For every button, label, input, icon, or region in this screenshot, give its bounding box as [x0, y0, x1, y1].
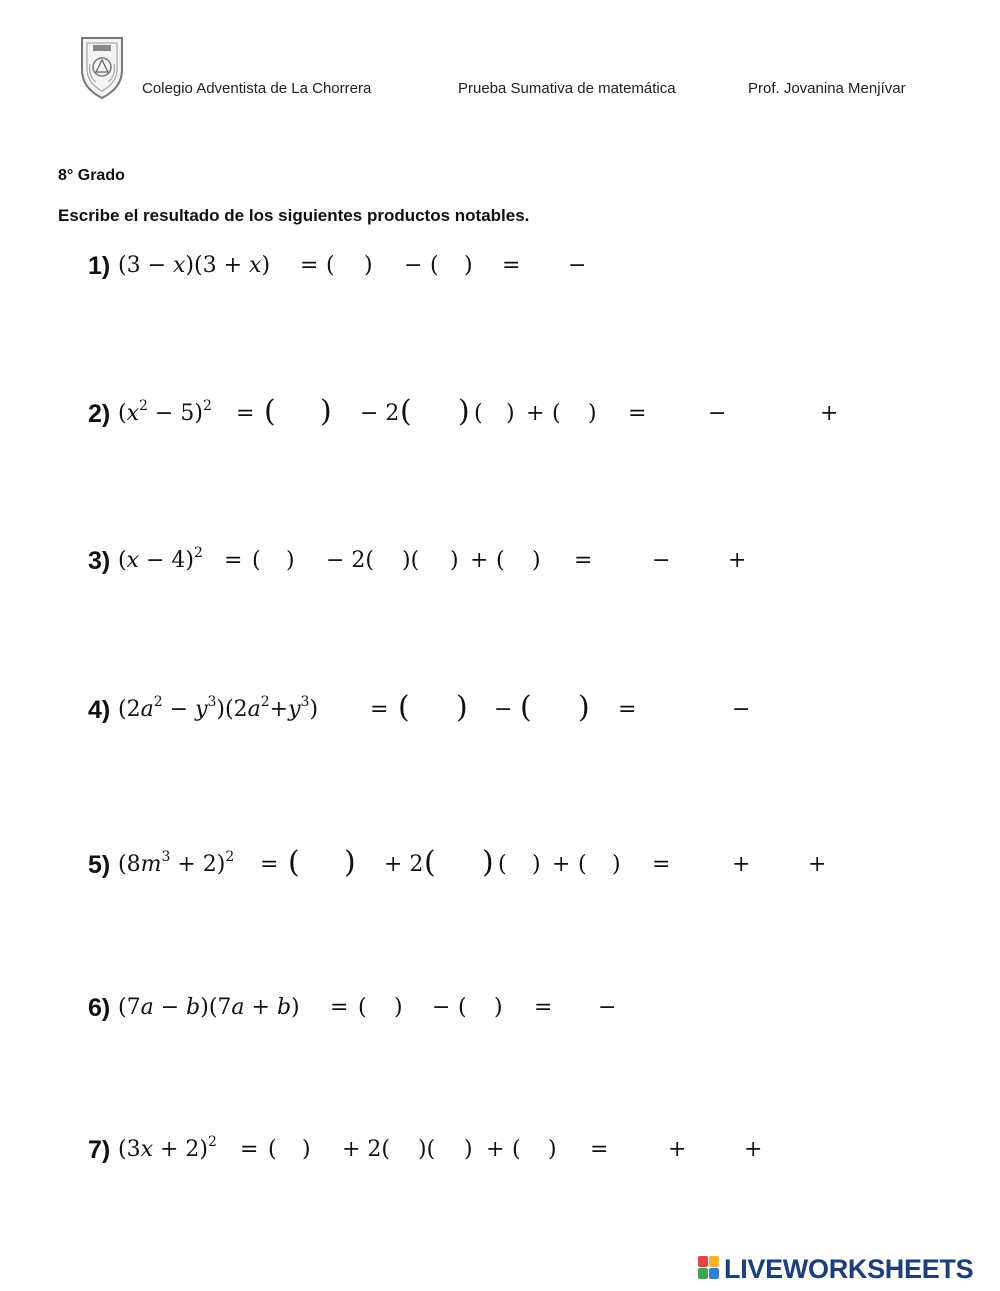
- answer-paren: ): [456, 690, 468, 725]
- minus-two: − 2: [360, 401, 400, 426]
- equals-sign: =: [502, 253, 521, 278]
- minus-sign: −: [404, 253, 423, 278]
- problem-number: 4): [88, 696, 111, 724]
- answer-paren: ): [344, 845, 356, 880]
- plus-sign: +: [728, 548, 747, 573]
- answer-paren: ): [458, 394, 470, 429]
- answer-paren: (: [430, 253, 439, 278]
- minus-sign: −: [708, 401, 727, 426]
- minus-two: − 2(: [326, 548, 375, 573]
- answer-paren: (: [288, 845, 300, 880]
- answer-paren: ): [494, 995, 503, 1020]
- minus-sign: −: [494, 697, 513, 722]
- equals-sign: =: [628, 401, 647, 426]
- minus-sign: −: [432, 995, 451, 1020]
- plus-sign: +: [820, 401, 839, 426]
- answer-paren: ): [364, 253, 373, 278]
- answer-paren: ): [578, 690, 590, 725]
- equals-sign: =: [300, 253, 319, 278]
- equals-sign: =: [534, 995, 553, 1020]
- problem-number: 7): [88, 1136, 111, 1164]
- plus-sign: +: [486, 1137, 505, 1162]
- problem-number: 1): [88, 252, 111, 280]
- test-title: Prueba Sumativa de matemática: [458, 80, 676, 97]
- answer-paren: (: [520, 690, 532, 725]
- answer-paren: ): [394, 995, 403, 1020]
- equals-sign: =: [236, 401, 255, 426]
- equals-sign: =: [370, 697, 389, 722]
- equals-sign: =: [224, 548, 243, 573]
- answer-paren: (: [498, 852, 507, 877]
- problem-number: 6): [88, 994, 111, 1022]
- problem-expression: (3 − x)(3 + x): [118, 253, 271, 278]
- answer-paren: (: [398, 690, 410, 725]
- equals-sign: =: [590, 1137, 609, 1162]
- answer-paren: (: [578, 852, 587, 877]
- problem-expression: (7a − b)(7a + b): [118, 995, 300, 1020]
- equals-sign: =: [574, 548, 593, 573]
- minus-sign: −: [598, 995, 617, 1020]
- equals-sign: =: [652, 852, 671, 877]
- teacher-name: Prof. Jovanina Menjívar: [748, 80, 906, 97]
- answer-paren: (: [474, 401, 483, 426]
- plus-sign: +: [732, 852, 751, 877]
- equals-sign: =: [240, 1137, 259, 1162]
- plus-sign: +: [744, 1137, 763, 1162]
- answer-paren: ): [532, 548, 541, 573]
- liveworksheets-logo-icon: [698, 1256, 720, 1280]
- problem-number: 5): [88, 851, 111, 879]
- plus-sign: +: [470, 548, 489, 573]
- answer-paren: (: [252, 548, 261, 573]
- plus-sign: +: [668, 1137, 687, 1162]
- answer-paren: (: [326, 253, 335, 278]
- problem-expression: $(2a^2 - y^3)(2a^2+y^3)$: [118, 694, 319, 722]
- minus-sign: −: [568, 253, 587, 278]
- answer-paren: (: [264, 394, 276, 429]
- liveworksheets-wordmark: LIVEWORKSHEETS: [724, 1254, 974, 1284]
- problem-number: 3): [88, 547, 111, 575]
- plus-sign: +: [808, 852, 827, 877]
- answer-paren: (: [496, 548, 505, 573]
- answer-paren: ): [464, 253, 473, 278]
- problem-expression: $(x^2 - 5)^2$: [118, 398, 212, 426]
- plus-sign: +: [526, 401, 545, 426]
- answer-paren: ): [286, 548, 295, 573]
- problem-expression: $(x - 4)^2$: [118, 545, 203, 573]
- answer-paren: ): [450, 548, 459, 573]
- answer-paren: ): [532, 852, 541, 877]
- answer-paren: (: [552, 401, 561, 426]
- answer-paren: )(: [418, 1137, 436, 1162]
- plus-two: + 2(: [342, 1137, 391, 1162]
- answer-paren: )(: [402, 548, 420, 573]
- plus-two: + 2: [384, 852, 424, 877]
- equals-sign: =: [330, 995, 349, 1020]
- answer-paren: (: [400, 394, 412, 429]
- problem-expression: $(3x + 2)^2$: [118, 1134, 217, 1162]
- answer-paren: (: [458, 995, 467, 1020]
- instructions: Escribe el resultado de los siguientes productos notables.: [58, 206, 530, 225]
- school-crest-icon: [78, 34, 126, 100]
- equals-sign: =: [618, 697, 637, 722]
- problem-expression: $(8m^3 + 2)^2$: [118, 849, 235, 877]
- plus-sign: +: [552, 852, 571, 877]
- answer-paren: (: [512, 1137, 521, 1162]
- answer-paren: ): [320, 394, 332, 429]
- answer-paren: ): [506, 401, 515, 426]
- answer-paren: ): [548, 1137, 557, 1162]
- answer-paren: ): [482, 845, 494, 880]
- school-name: Colegio Adventista de La Chorrera: [142, 80, 372, 97]
- minus-sign: −: [732, 697, 751, 722]
- problem-number: 2): [88, 400, 111, 428]
- answer-paren: (: [424, 845, 436, 880]
- answer-paren: ): [612, 852, 621, 877]
- answer-paren: (: [358, 995, 367, 1020]
- answer-paren: ): [588, 401, 597, 426]
- answer-paren: (: [268, 1137, 277, 1162]
- answer-paren: ): [302, 1137, 311, 1162]
- grade-label: 8° Grado: [58, 167, 125, 184]
- minus-sign: −: [652, 548, 671, 573]
- equals-sign: =: [260, 852, 279, 877]
- answer-paren: ): [464, 1137, 473, 1162]
